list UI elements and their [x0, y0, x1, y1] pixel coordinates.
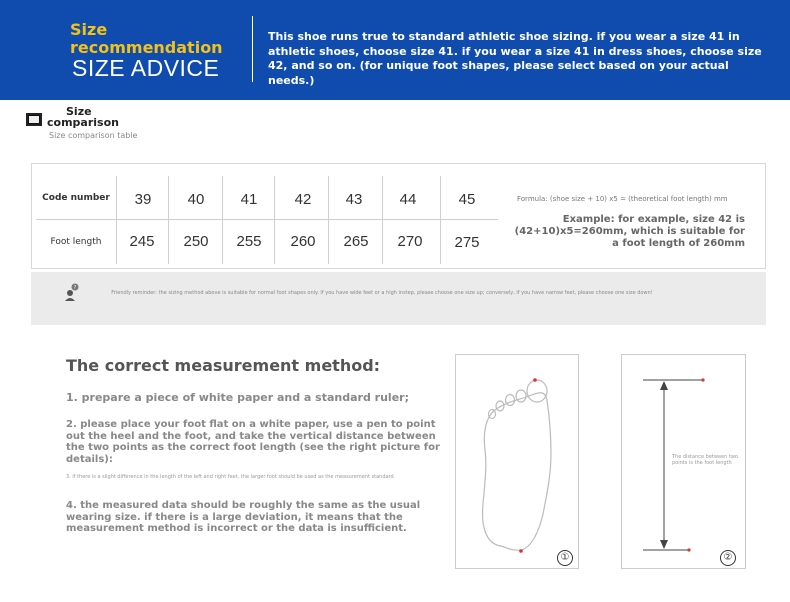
row-label-foot-length: Foot length — [50, 237, 102, 247]
monitor-icon — [26, 113, 42, 126]
header-divider — [252, 16, 253, 82]
foot-length-cell: 270 — [397, 233, 423, 250]
reminder-panel — [31, 272, 766, 325]
toe-marker — [533, 378, 537, 382]
method-step-3: 3. if there is a slight difference in the length of the left and right feet, the larger foot should be used as the measurement standard — [66, 474, 394, 480]
method-step-2: 2. please place your foot flat on a white paper, use a pen to point out the heel and the foot, and take the vertical distance between the two points as the correct foot length (see the right picture for details): — [66, 419, 440, 465]
table-col-divider — [274, 176, 275, 264]
size-code-cell: 41 — [240, 191, 258, 208]
comparison-title-line1: Size — [66, 105, 92, 118]
table-col-divider — [116, 176, 117, 264]
size-code-cell: 42 — [294, 191, 312, 208]
size-formula: Formula: (shoe size + 10) x5 = (theoretical foot length) mm — [517, 195, 728, 203]
distance-label: The distance between two points is the foot length — [672, 454, 738, 466]
row-label-code-number: Code number — [42, 193, 110, 203]
comparison-title-line2: comparison — [47, 116, 119, 129]
size-code-cell: 45 — [458, 191, 476, 208]
header-description: This shoe runs true to standard athletic shoe sizing. if you wear a size 41 in athletic shoes, choose size 41. if you wear a size 41 in dress shoes, choose size 42, and so on. (for unique foot shapes, please select based on your actual needs.) — [268, 30, 762, 87]
foot-length-cell: 250 — [183, 233, 209, 250]
table-col-divider — [222, 176, 223, 264]
size-code-cell: 40 — [187, 191, 205, 208]
foot-length-cell: 245 — [129, 233, 155, 250]
heel-marker — [519, 549, 523, 553]
size-code-cell: 43 — [345, 191, 363, 208]
svg-text:?: ? — [73, 285, 77, 291]
header-title-size: Size — [70, 20, 108, 39]
foot-length-cell: 275 — [454, 234, 480, 251]
header-title-size-advice: SIZE ADVICE — [72, 55, 220, 81]
table-col-divider — [168, 176, 169, 264]
size-code-cell: 44 — [399, 191, 417, 208]
table-row-divider — [36, 219, 498, 220]
reminder-text: Friendly reminder: the sizing method above is suitable for normal foot shapes only. If you have wide feet or a high instep, please choose one size up; conversely, if you have narrow feet, please choose one size down! — [111, 290, 653, 296]
foot-length-cell: 265 — [343, 233, 369, 250]
comparison-subtitle: Size comparison table — [49, 131, 138, 140]
size-example: Example: for example, size 42 is (42+10)x5=260mm, which is suitable for a foot length of 260mm — [514, 214, 745, 249]
size-code-cell: 39 — [134, 191, 152, 208]
method-step-1: 1. prepare a piece of white paper and a standard ruler; — [66, 391, 409, 404]
foot-outline-icon — [455, 354, 579, 569]
person-speech-icon — [64, 283, 80, 301]
header-title-recommendation: recommendation — [70, 38, 223, 57]
method-title: The correct measurement method: — [66, 356, 381, 375]
table-col-divider — [382, 176, 383, 264]
method-step-4: 4. the measured data should be roughly the same as the usual wearing size. if there is a large deviation, it means that the measurement method is incorrect or the data is insufficient. — [66, 500, 421, 534]
table-col-divider — [328, 176, 329, 264]
diagram-number-2: ② — [720, 550, 736, 566]
foot-length-cell: 255 — [236, 233, 262, 250]
foot-length-cell: 260 — [290, 233, 316, 250]
diagram-number-1: ① — [557, 550, 573, 566]
